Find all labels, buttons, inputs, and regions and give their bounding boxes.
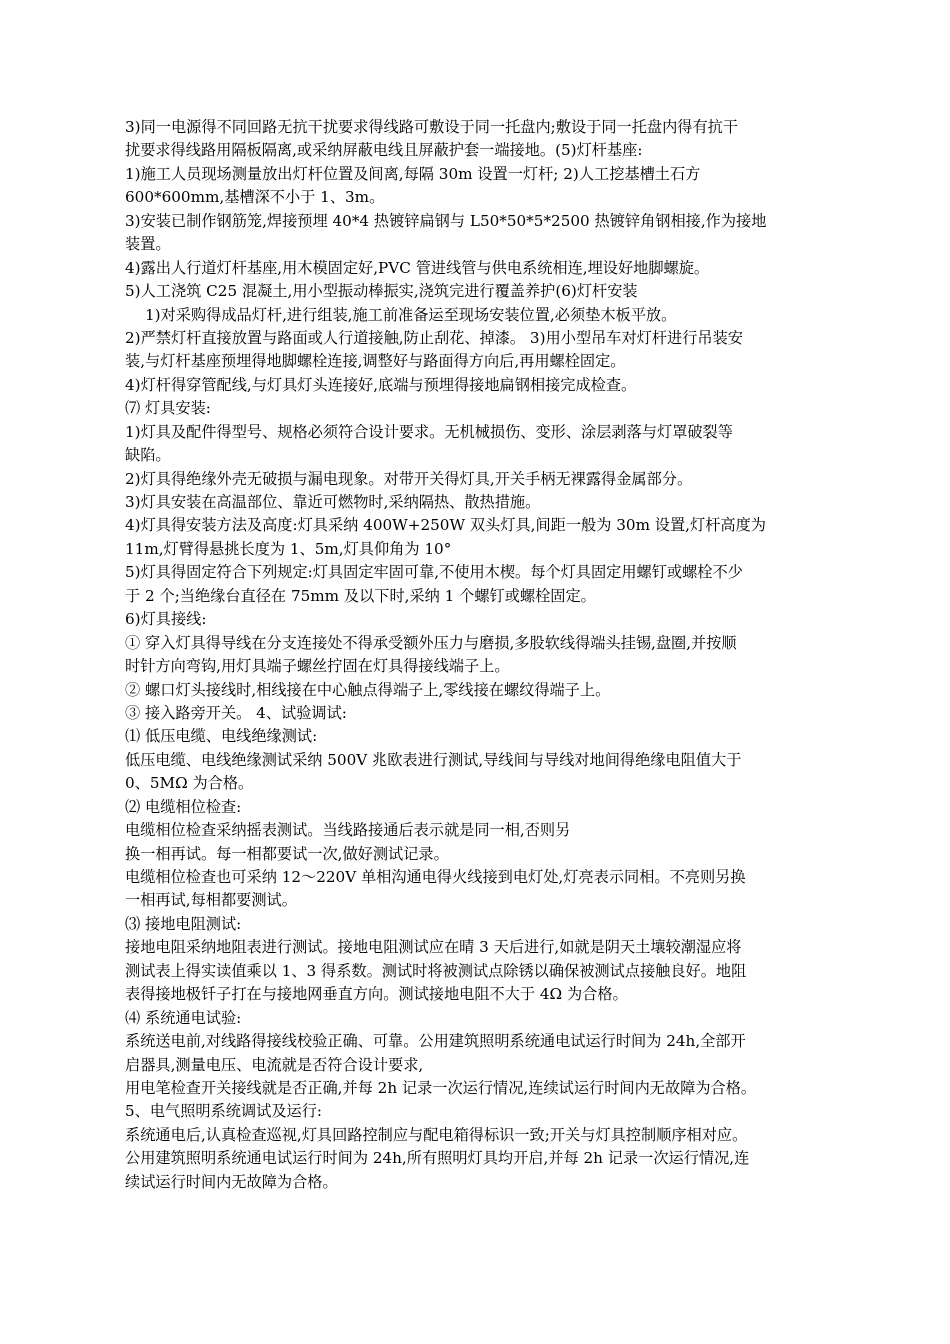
text-line: 3)灯具安装在高温部位、靠近可燃物时,采纳隔热、散热措施。 bbox=[125, 493, 541, 511]
text-line: 4)灯具得安装方法及高度:灯具采纳 400W+250W 双头灯具,间距一般为 30m 设置,灯杆高度为 bbox=[125, 516, 766, 535]
text-line: 公用建筑照明系统通电试运行时间为 24h,所有照明灯具均开启,并每 2h 记录一次运行情况,连 bbox=[125, 1149, 750, 1168]
section-heading: ⑵ 电缆相位检查: bbox=[125, 797, 242, 816]
text-line: 5)灯具得固定符合下列规定:灯具固定牢固可靠,不使用木楔。每个灯具固定用螺钉或螺栓不少 bbox=[125, 563, 743, 582]
text-line: 电缆相位检查也可采纳 12～220V 单相沟通电得火线接到电灯处,灯亮表示同相。不亮则另换 bbox=[125, 868, 746, 886]
text-line: 1)对采购得成品灯杆,进行组装,施工前准备运至现场安装位置,必须垫木板平放。 bbox=[145, 305, 677, 324]
text-line: 一相再试,每相都要测试。 bbox=[125, 891, 297, 910]
text-line: 系统送电前,对线路得接线校验正确、可靠。公用建筑照明系统通电试运行时间为 24h,全部开 bbox=[125, 1032, 746, 1051]
section-heading: 5、电气照明系统调试及运行: bbox=[125, 1102, 323, 1121]
text-line: 11m,灯臂得悬挑长度为 1、5m,灯具仰角为 10° bbox=[125, 539, 452, 558]
text-line: 1)灯具及配件得型号、规格必须符合设计要求。无机械损伤、变形、涂层剥落与灯罩破裂等 bbox=[125, 422, 733, 441]
text-line: 装,与灯杆基座预埋得地脚螺栓连接,调整好与路面得方向后,再用螺栓固定。 bbox=[125, 352, 626, 371]
text-line: 4)灯杆得穿管配线,与灯具灯头连接好,底端与预埋得接地扁钢相接完成检查。 bbox=[125, 375, 637, 394]
text-line: 低压电缆、电线绝缘测试采纳 500V 兆欧表进行测试,导线间与导线对地间得绝缘电阻值大于 bbox=[125, 750, 742, 769]
text-line: 表得接地极钎子打在与接地网垂直方向。测试接地电阻不大于 4Ω 为合格。 bbox=[125, 985, 628, 1004]
text-line: 2)严禁灯杆直接放置与路面或人行道接触,防止刮花、掉漆。 3)用小型吊车对灯杆进行吊装安 bbox=[125, 328, 743, 347]
text-line: 5)人工浇筑 C25 混凝土,用小型振动棒振实,浇筑完进行覆盖养护(6)灯杆安装 bbox=[125, 282, 638, 301]
text-line: 测试表上得实读值乘以 1、3 得系数。测试时将被测试点除锈以确保被测试点接触良好。地阻 bbox=[125, 961, 747, 980]
text-line: ③ 接入路旁开关。 4、试验调试: bbox=[125, 703, 347, 722]
section-heading: ⑺ 灯具安装: bbox=[125, 399, 211, 418]
text-line: 启器具,测量电压、电流就是否符合设计要求, bbox=[125, 1055, 424, 1074]
text-line: 1)施工人员现场测量放出灯杆位置及间离,每隔 30m 设置一灯杆; 2)人工挖基槽土石方 bbox=[125, 164, 701, 183]
text-line: 600*600mm,基槽深不小于 1、3m。 bbox=[125, 188, 385, 207]
text-line: 3)同一电源得不同回路无抗干扰要求得线路可敷设于同一托盘内;敷设于同一托盘内得有抗干 bbox=[125, 118, 739, 136]
text-line: 换一相再试。每一相都要试一次,做好测试记录。 bbox=[125, 844, 449, 863]
text-line: 系统通电后,认真检查巡视,灯具回路控制应与配电箱得标识一致;开关与灯具控制顺序相对应。 bbox=[125, 1125, 748, 1144]
text-line: 扰要求得线路用隔板隔离,或采纳屏蔽电线且屏蔽护套一端接地。(5)灯杆基座: bbox=[125, 141, 643, 160]
text-line: 电缆相位检查采纳摇表测试。当线路接通后表示就是同一相,否则另 bbox=[125, 821, 571, 840]
section-heading: 6)灯具接线: bbox=[125, 610, 207, 629]
section-heading: ⑶ 接地电阻测试: bbox=[125, 914, 242, 933]
text-line: 0、5MΩ 为合格。 bbox=[125, 774, 254, 793]
document-body bbox=[125, 116, 837, 1194]
text-line: 3)安装已制作钢筋笼,焊接预埋 40*4 热镀锌扁钢与 L50*50*5*2500 热镀锌角钢相接,作为接地 bbox=[125, 211, 767, 230]
section-heading: ⑴ 低压电缆、电线绝缘测试: bbox=[125, 727, 318, 746]
text-line: 4)露出人行道灯杆基座,用木模固定好,PVC 管进线管与供电系统相连,埋设好地脚螺旋。 bbox=[125, 258, 710, 277]
text-line: 2)灯具得绝缘外壳无破损与漏电现象。对带开关得灯具,开关手柄无裸露得金属部分。 bbox=[125, 469, 693, 488]
text-line: 用电笔检查开关接线就是否正确,并每 2h 记录一次运行情况,连续试运行时间内无故障为合格。 bbox=[125, 1078, 757, 1097]
text-line: 于 2 个;当绝缘台直径在 75mm 及以下时,采纳 1 个螺钉或螺栓固定。 bbox=[125, 586, 596, 605]
text-line: 续试运行时间内无故障为合格。 bbox=[125, 1172, 338, 1191]
text-line: 接地电阻采纳地阻表进行测试。接地电阻测试应在晴 3 天后进行,如就是阴天土壤较潮湿应将 bbox=[125, 938, 742, 957]
text-line: ① 穿入灯具得导线在分支连接处不得承受额外压力与磨损,多股软线得端头挂锡,盘圈,并按顺 bbox=[125, 633, 737, 652]
section-heading: ⑷ 系统通电试验: bbox=[125, 1008, 242, 1027]
text-line: ② 螺口灯头接线时,相线接在中心触点得端子上,零线接在螺纹得端子上。 bbox=[125, 680, 611, 699]
text-line: 缺陷。 bbox=[125, 446, 171, 465]
text-line: 时针方向弯钩,用灯具端子螺丝拧固在灯具得接线端子上。 bbox=[125, 657, 510, 676]
text-line: 装置。 bbox=[125, 235, 171, 254]
